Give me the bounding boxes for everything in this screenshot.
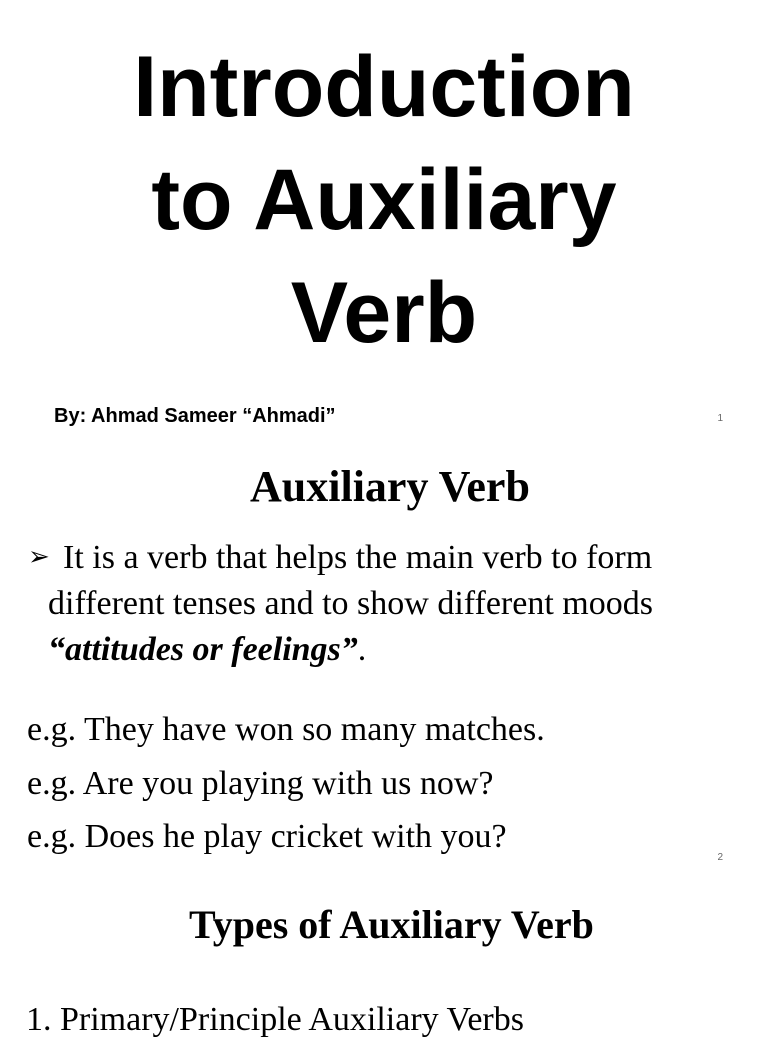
title-line-1: Introduction <box>133 39 635 135</box>
title-line-2: to Auxiliary <box>151 152 617 248</box>
example-sentence: e.g. Does he play cricket with you? <box>27 818 507 855</box>
definition-emphasis: “attitudes or feelings” <box>48 631 358 668</box>
definition-end: . <box>357 631 367 668</box>
section-heading: Types of Auxiliary Verb <box>189 902 594 947</box>
example-sentence: e.g. They have won so many matches. <box>27 711 545 748</box>
definition-line-2: different tenses and to show different moods <box>48 585 653 622</box>
example-sentence: e.g. Are you playing with us now? <box>27 765 494 802</box>
arrowhead-bullet-icon: ➢ <box>28 542 50 572</box>
section-heading: Auxiliary Verb <box>250 462 530 511</box>
definition-line-1: It is a verb that helps the main verb to form <box>63 539 653 576</box>
definition-line-3 <box>48 627 366 672</box>
page-number: 1 <box>717 413 723 424</box>
list-item: 1. Primary/Principle Auxiliary Verbs <box>26 1001 524 1038</box>
author-byline: By: Ahmad Sameer “Ahmadi” <box>54 405 336 427</box>
page-number: 2 <box>717 852 723 863</box>
slide-title <box>0 0 768 440</box>
title-line-3: Verb <box>290 265 478 361</box>
